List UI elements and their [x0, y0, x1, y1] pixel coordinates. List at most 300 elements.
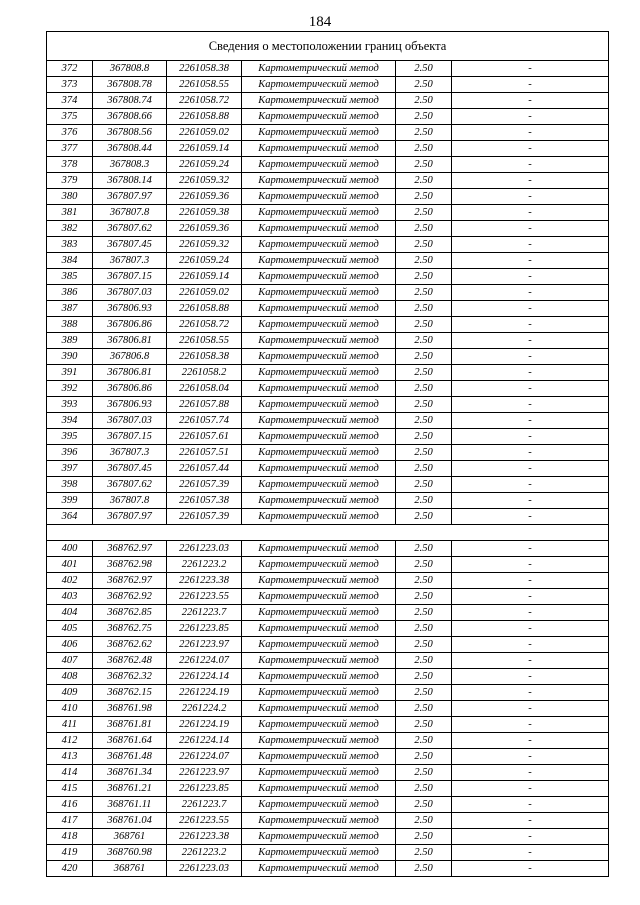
point-number-cell: 372: [47, 61, 93, 77]
x-coordinate-cell: 367808.56: [93, 125, 167, 141]
table-row: [47, 429, 609, 445]
x-coordinate-cell: 368760.98: [93, 845, 167, 861]
point-number-cell: 399: [47, 493, 93, 509]
point-number-cell: 382: [47, 221, 93, 237]
x-coordinate-cell: 367807.62: [93, 477, 167, 493]
description-cell: -: [452, 653, 609, 669]
accuracy-cell: 2.50: [396, 381, 452, 397]
description-cell: -: [452, 253, 609, 269]
accuracy-cell: 2.50: [396, 557, 452, 573]
point-number-cell: 411: [47, 717, 93, 733]
point-number-cell: 393: [47, 397, 93, 413]
description-cell: -: [452, 589, 609, 605]
table-row: [47, 861, 609, 877]
x-coordinate-cell: 367807.15: [93, 429, 167, 445]
description-cell: -: [452, 333, 609, 349]
method-cell: Картометрический метод: [242, 621, 396, 637]
x-coordinate-cell: 368762.75: [93, 621, 167, 637]
point-number-cell: 407: [47, 653, 93, 669]
x-coordinate-cell: 367808.66: [93, 109, 167, 125]
method-cell: Картометрический метод: [242, 189, 396, 205]
description-cell: -: [452, 685, 609, 701]
method-cell: Картометрический метод: [242, 781, 396, 797]
method-cell: Картометрический метод: [242, 749, 396, 765]
accuracy-cell: 2.50: [396, 141, 452, 157]
description-cell: -: [452, 349, 609, 365]
y-coordinate-cell: 2261059.24: [167, 157, 242, 173]
y-coordinate-cell: 2261059.14: [167, 269, 242, 285]
method-cell: Картометрический метод: [242, 77, 396, 93]
accuracy-cell: 2.50: [396, 301, 452, 317]
point-number-cell: 417: [47, 813, 93, 829]
table-row: [47, 269, 609, 285]
point-number-cell: 386: [47, 285, 93, 301]
point-number-cell: 395: [47, 429, 93, 445]
boundary-coordinates-table: [46, 31, 609, 877]
method-cell: Картометрический метод: [242, 205, 396, 221]
method-cell: Картометрический метод: [242, 413, 396, 429]
description-cell: -: [452, 77, 609, 93]
table-row: [47, 349, 609, 365]
table-row: [47, 509, 609, 525]
y-coordinate-cell: 2261058.72: [167, 93, 242, 109]
table-title-row: [47, 32, 609, 61]
accuracy-cell: 2.50: [396, 861, 452, 877]
point-number-cell: 413: [47, 749, 93, 765]
table-row: [47, 621, 609, 637]
description-cell: -: [452, 125, 609, 141]
y-coordinate-cell: 2261059.02: [167, 285, 242, 301]
description-cell: -: [452, 141, 609, 157]
x-coordinate-cell: 368762.97: [93, 573, 167, 589]
point-number-cell: 394: [47, 413, 93, 429]
point-number-cell: 378: [47, 157, 93, 173]
method-cell: Картометрический метод: [242, 237, 396, 253]
y-coordinate-cell: 2261057.88: [167, 397, 242, 413]
point-number-cell: 401: [47, 557, 93, 573]
x-coordinate-cell: 367807.45: [93, 237, 167, 253]
table-row: [47, 541, 609, 557]
table-row: [47, 829, 609, 845]
method-cell: Картометрический метод: [242, 445, 396, 461]
point-number-cell: 398: [47, 477, 93, 493]
description-cell: -: [452, 445, 609, 461]
method-cell: Картометрический метод: [242, 109, 396, 125]
accuracy-cell: 2.50: [396, 717, 452, 733]
accuracy-cell: 2.50: [396, 733, 452, 749]
point-number-cell: 396: [47, 445, 93, 461]
description-cell: -: [452, 157, 609, 173]
x-coordinate-cell: 368762.98: [93, 557, 167, 573]
point-number-cell: 388: [47, 317, 93, 333]
method-cell: Картометрический метод: [242, 493, 396, 509]
method-cell: Картометрический метод: [242, 157, 396, 173]
method-cell: Картометрический метод: [242, 797, 396, 813]
description-cell: -: [452, 621, 609, 637]
x-coordinate-cell: 367806.8: [93, 349, 167, 365]
table-row: [47, 365, 609, 381]
x-coordinate-cell: 368761: [93, 829, 167, 845]
point-number-cell: 374: [47, 93, 93, 109]
x-coordinate-cell: 368761.04: [93, 813, 167, 829]
y-coordinate-cell: 2261223.2: [167, 845, 242, 861]
method-cell: Картометрический метод: [242, 61, 396, 77]
accuracy-cell: 2.50: [396, 669, 452, 685]
x-coordinate-cell: 368762.97: [93, 541, 167, 557]
y-coordinate-cell: 2261058.55: [167, 77, 242, 93]
point-number-cell: 377: [47, 141, 93, 157]
description-cell: -: [452, 61, 609, 77]
description-cell: -: [452, 221, 609, 237]
description-cell: -: [452, 109, 609, 125]
description-cell: -: [452, 829, 609, 845]
table-row: [47, 765, 609, 781]
y-coordinate-cell: 2261057.39: [167, 509, 242, 525]
table-row: [47, 653, 609, 669]
description-cell: -: [452, 637, 609, 653]
y-coordinate-cell: 2261059.32: [167, 237, 242, 253]
method-cell: Картометрический метод: [242, 765, 396, 781]
x-coordinate-cell: 367806.86: [93, 381, 167, 397]
x-coordinate-cell: 368762.62: [93, 637, 167, 653]
description-cell: -: [452, 189, 609, 205]
accuracy-cell: 2.50: [396, 573, 452, 589]
point-number-cell: 414: [47, 765, 93, 781]
table-row: [47, 301, 609, 317]
x-coordinate-cell: 368761.98: [93, 701, 167, 717]
y-coordinate-cell: 2261223.85: [167, 781, 242, 797]
method-cell: Картометрический метод: [242, 685, 396, 701]
y-coordinate-cell: 2261058.38: [167, 61, 242, 77]
method-cell: Картометрический метод: [242, 93, 396, 109]
method-cell: Картометрический метод: [242, 301, 396, 317]
x-coordinate-cell: 368762.32: [93, 669, 167, 685]
point-number-cell: 385: [47, 269, 93, 285]
accuracy-cell: 2.50: [396, 317, 452, 333]
y-coordinate-cell: 2261223.55: [167, 813, 242, 829]
description-cell: -: [452, 557, 609, 573]
y-coordinate-cell: 2261224.07: [167, 653, 242, 669]
point-number-cell: 404: [47, 605, 93, 621]
method-cell: Картометрический метод: [242, 477, 396, 493]
y-coordinate-cell: 2261223.03: [167, 541, 242, 557]
description-cell: -: [452, 749, 609, 765]
description-cell: -: [452, 493, 609, 509]
section-separator-row: [47, 525, 609, 541]
point-number-cell: 416: [47, 797, 93, 813]
point-number-cell: 389: [47, 333, 93, 349]
y-coordinate-cell: 2261057.74: [167, 413, 242, 429]
accuracy-cell: 2.50: [396, 797, 452, 813]
description-cell: -: [452, 237, 609, 253]
table-row: [47, 573, 609, 589]
method-cell: Картометрический метод: [242, 605, 396, 621]
y-coordinate-cell: 2261224.19: [167, 685, 242, 701]
x-coordinate-cell: 368761: [93, 861, 167, 877]
method-cell: Картометрический метод: [242, 541, 396, 557]
x-coordinate-cell: 367807.8: [93, 205, 167, 221]
y-coordinate-cell: 2261223.97: [167, 637, 242, 653]
point-number-cell: 415: [47, 781, 93, 797]
point-number-cell: 405: [47, 621, 93, 637]
y-coordinate-cell: 2261057.61: [167, 429, 242, 445]
method-cell: Картометрический метод: [242, 269, 396, 285]
table-row: [47, 381, 609, 397]
method-cell: Картометрический метод: [242, 845, 396, 861]
accuracy-cell: 2.50: [396, 333, 452, 349]
accuracy-cell: 2.50: [396, 61, 452, 77]
y-coordinate-cell: 2261057.44: [167, 461, 242, 477]
x-coordinate-cell: 367807.97: [93, 509, 167, 525]
description-cell: -: [452, 733, 609, 749]
point-number-cell: 364: [47, 509, 93, 525]
accuracy-cell: 2.50: [396, 205, 452, 221]
x-coordinate-cell: 368762.15: [93, 685, 167, 701]
method-cell: Картометрический метод: [242, 653, 396, 669]
method-cell: Картометрический метод: [242, 221, 396, 237]
accuracy-cell: 2.50: [396, 93, 452, 109]
description-cell: -: [452, 861, 609, 877]
point-number-cell: 419: [47, 845, 93, 861]
accuracy-cell: 2.50: [396, 701, 452, 717]
accuracy-cell: 2.50: [396, 749, 452, 765]
y-coordinate-cell: 2261223.7: [167, 797, 242, 813]
table-row: [47, 813, 609, 829]
accuracy-cell: 2.50: [396, 173, 452, 189]
y-coordinate-cell: 2261058.38: [167, 349, 242, 365]
y-coordinate-cell: 2261059.36: [167, 221, 242, 237]
x-coordinate-cell: 367807.15: [93, 269, 167, 285]
accuracy-cell: 2.50: [396, 477, 452, 493]
table-row: [47, 221, 609, 237]
point-number-cell: 392: [47, 381, 93, 397]
y-coordinate-cell: 2261058.88: [167, 109, 242, 125]
x-coordinate-cell: 367807.3: [93, 445, 167, 461]
table-row: [47, 125, 609, 141]
table-row: [47, 637, 609, 653]
accuracy-cell: 2.50: [396, 397, 452, 413]
x-coordinate-cell: 367806.86: [93, 317, 167, 333]
y-coordinate-cell: 2261223.38: [167, 829, 242, 845]
description-cell: -: [452, 477, 609, 493]
accuracy-cell: 2.50: [396, 189, 452, 205]
table-row: [47, 733, 609, 749]
y-coordinate-cell: 2261223.85: [167, 621, 242, 637]
accuracy-cell: 2.50: [396, 77, 452, 93]
method-cell: Картометрический метод: [242, 429, 396, 445]
description-cell: -: [452, 605, 609, 621]
description-cell: -: [452, 765, 609, 781]
x-coordinate-cell: 367807.03: [93, 285, 167, 301]
x-coordinate-cell: 367806.81: [93, 365, 167, 381]
accuracy-cell: 2.50: [396, 813, 452, 829]
table-row: [47, 781, 609, 797]
method-cell: Картометрический метод: [242, 253, 396, 269]
accuracy-cell: 2.50: [396, 589, 452, 605]
point-number-cell: 406: [47, 637, 93, 653]
x-coordinate-cell: 367806.81: [93, 333, 167, 349]
description-cell: -: [452, 173, 609, 189]
method-cell: Картометрический метод: [242, 733, 396, 749]
accuracy-cell: 2.50: [396, 541, 452, 557]
table-row: [47, 317, 609, 333]
section-separator-cell: [47, 525, 609, 541]
x-coordinate-cell: 368762.48: [93, 653, 167, 669]
method-cell: Картометрический метод: [242, 509, 396, 525]
y-coordinate-cell: 2261059.24: [167, 253, 242, 269]
accuracy-cell: 2.50: [396, 349, 452, 365]
description-cell: -: [452, 461, 609, 477]
description-cell: -: [452, 429, 609, 445]
accuracy-cell: 2.50: [396, 509, 452, 525]
x-coordinate-cell: 368761.81: [93, 717, 167, 733]
point-number-cell: 403: [47, 589, 93, 605]
y-coordinate-cell: 2261223.55: [167, 589, 242, 605]
accuracy-cell: 2.50: [396, 461, 452, 477]
accuracy-cell: 2.50: [396, 269, 452, 285]
y-coordinate-cell: 2261059.38: [167, 205, 242, 221]
accuracy-cell: 2.50: [396, 253, 452, 269]
y-coordinate-cell: 2261224.14: [167, 669, 242, 685]
description-cell: -: [452, 285, 609, 301]
table-row: [47, 749, 609, 765]
accuracy-cell: 2.50: [396, 157, 452, 173]
x-coordinate-cell: 368762.85: [93, 605, 167, 621]
x-coordinate-cell: 367808.14: [93, 173, 167, 189]
method-cell: Картометрический метод: [242, 573, 396, 589]
accuracy-cell: 2.50: [396, 493, 452, 509]
x-coordinate-cell: 367806.93: [93, 301, 167, 317]
accuracy-cell: 2.50: [396, 365, 452, 381]
description-cell: -: [452, 797, 609, 813]
table-row: [47, 205, 609, 221]
method-cell: Картометрический метод: [242, 829, 396, 845]
method-cell: Картометрический метод: [242, 589, 396, 605]
table-row: [47, 333, 609, 349]
table-row: [47, 461, 609, 477]
description-cell: -: [452, 781, 609, 797]
y-coordinate-cell: 2261059.36: [167, 189, 242, 205]
description-cell: -: [452, 269, 609, 285]
table-row: [47, 685, 609, 701]
description-cell: -: [452, 317, 609, 333]
x-coordinate-cell: 367808.44: [93, 141, 167, 157]
point-number-cell: 383: [47, 237, 93, 253]
description-cell: -: [452, 301, 609, 317]
x-coordinate-cell: 367806.93: [93, 397, 167, 413]
method-cell: Картометрический метод: [242, 701, 396, 717]
description-cell: -: [452, 509, 609, 525]
y-coordinate-cell: 2261223.7: [167, 605, 242, 621]
description-cell: -: [452, 541, 609, 557]
point-number-cell: 379: [47, 173, 93, 189]
description-cell: -: [452, 573, 609, 589]
method-cell: Картометрический метод: [242, 861, 396, 877]
x-coordinate-cell: 368761.48: [93, 749, 167, 765]
point-number-cell: 420: [47, 861, 93, 877]
table-row: [47, 189, 609, 205]
y-coordinate-cell: 2261058.04: [167, 381, 242, 397]
table-row: [47, 141, 609, 157]
accuracy-cell: 2.50: [396, 429, 452, 445]
y-coordinate-cell: 2261223.2: [167, 557, 242, 573]
accuracy-cell: 2.50: [396, 605, 452, 621]
accuracy-cell: 2.50: [396, 125, 452, 141]
point-number-cell: 376: [47, 125, 93, 141]
table-row: [47, 397, 609, 413]
y-coordinate-cell: 2261224.2: [167, 701, 242, 717]
x-coordinate-cell: 367807.8: [93, 493, 167, 509]
table-row: [47, 253, 609, 269]
x-coordinate-cell: 368761.11: [93, 797, 167, 813]
method-cell: Картометрический метод: [242, 669, 396, 685]
y-coordinate-cell: 2261058.88: [167, 301, 242, 317]
description-cell: -: [452, 365, 609, 381]
x-coordinate-cell: 367808.3: [93, 157, 167, 173]
table-row: [47, 797, 609, 813]
x-coordinate-cell: 367808.78: [93, 77, 167, 93]
x-coordinate-cell: 367808.8: [93, 61, 167, 77]
table-row: [47, 445, 609, 461]
description-cell: -: [452, 397, 609, 413]
y-coordinate-cell: 2261059.02: [167, 125, 242, 141]
x-coordinate-cell: 367807.03: [93, 413, 167, 429]
description-cell: -: [452, 813, 609, 829]
accuracy-cell: 2.50: [396, 221, 452, 237]
y-coordinate-cell: 2261057.51: [167, 445, 242, 461]
table-row: [47, 845, 609, 861]
y-coordinate-cell: 2261223.97: [167, 765, 242, 781]
point-number-cell: 397: [47, 461, 93, 477]
y-coordinate-cell: 2261058.72: [167, 317, 242, 333]
accuracy-cell: 2.50: [396, 637, 452, 653]
x-coordinate-cell: 367807.97: [93, 189, 167, 205]
method-cell: Картометрический метод: [242, 173, 396, 189]
y-coordinate-cell: 2261057.39: [167, 477, 242, 493]
y-coordinate-cell: 2261223.03: [167, 861, 242, 877]
x-coordinate-cell: 368761.34: [93, 765, 167, 781]
y-coordinate-cell: 2261057.38: [167, 493, 242, 509]
description-cell: -: [452, 669, 609, 685]
point-number-cell: 375: [47, 109, 93, 125]
table-row: [47, 669, 609, 685]
method-cell: Картометрический метод: [242, 461, 396, 477]
method-cell: Картометрический метод: [242, 349, 396, 365]
accuracy-cell: 2.50: [396, 653, 452, 669]
accuracy-cell: 2.50: [396, 445, 452, 461]
accuracy-cell: 2.50: [396, 781, 452, 797]
method-cell: Картометрический метод: [242, 317, 396, 333]
method-cell: Картометрический метод: [242, 141, 396, 157]
method-cell: Картометрический метод: [242, 285, 396, 301]
accuracy-cell: 2.50: [396, 413, 452, 429]
point-number-cell: 390: [47, 349, 93, 365]
page-number: 184: [308, 14, 332, 30]
y-coordinate-cell: 2261224.07: [167, 749, 242, 765]
table-row: [47, 605, 609, 621]
accuracy-cell: 2.50: [396, 845, 452, 861]
y-coordinate-cell: 2261058.55: [167, 333, 242, 349]
y-coordinate-cell: 2261058.2: [167, 365, 242, 381]
accuracy-cell: 2.50: [396, 829, 452, 845]
table-row: [47, 61, 609, 77]
method-cell: Картометрический метод: [242, 365, 396, 381]
point-number-cell: 408: [47, 669, 93, 685]
point-number-cell: 418: [47, 829, 93, 845]
table-row: [47, 285, 609, 301]
y-coordinate-cell: 2261224.19: [167, 717, 242, 733]
method-cell: Картометрический метод: [242, 637, 396, 653]
